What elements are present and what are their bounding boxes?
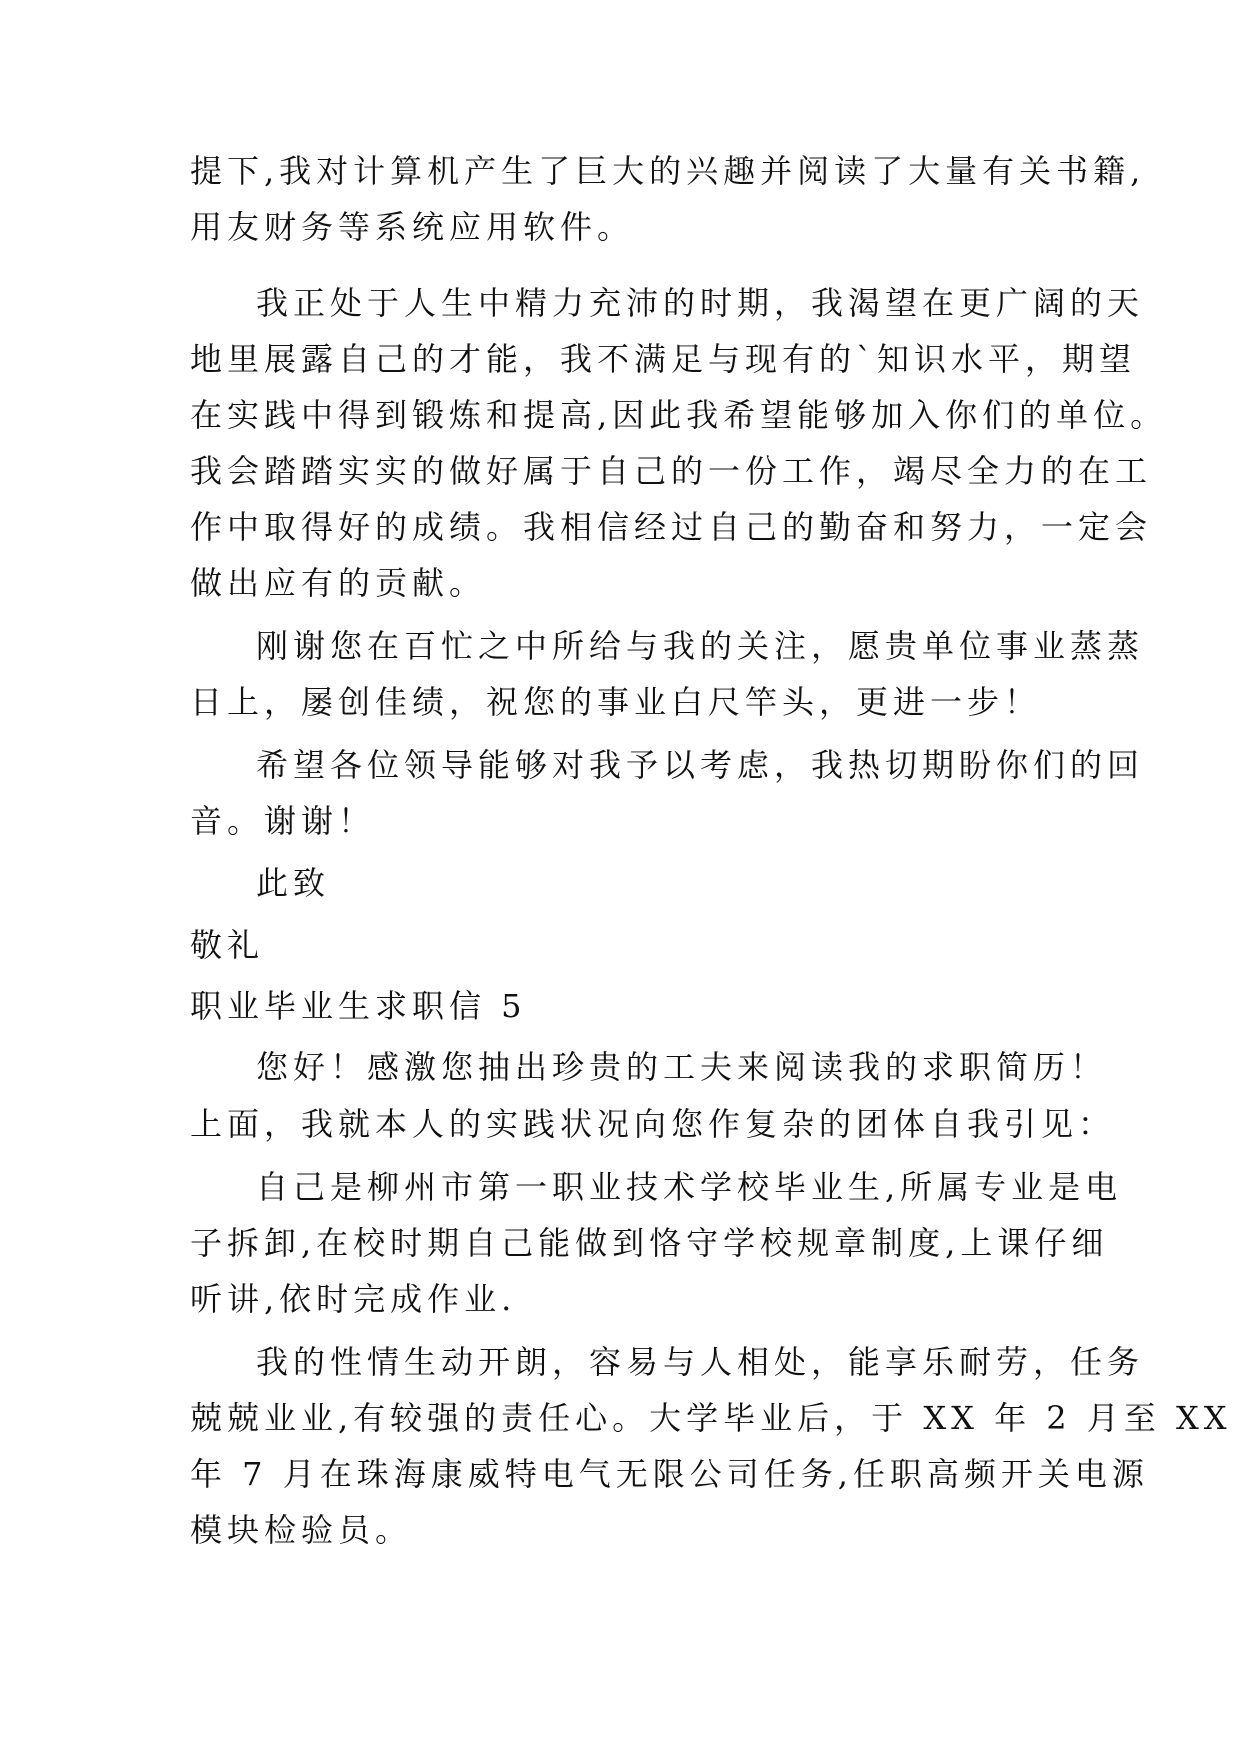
text-line: 做出应有的贡献。 [190,564,487,602]
text-line: 年 7 月在珠海康威特电气无限公司任务,任职高频开关电源 [190,1455,1149,1493]
section-heading: 职业毕业生求职信 5 [190,987,527,1025]
text-line: 模块检验员。 [190,1511,413,1549]
paragraph-first-line: 您好！感激您抽出珍贵的工夫来阅读我的求职简历！ [256,1048,1108,1086]
text-line: 在实践中得到锻炼和提高,因此我希望能够加入你们的单位。 [190,396,1168,434]
text-line: 日上，屡创佳绩，祝您的事业白尺竿头，更进一步！ [190,683,1042,721]
closing-regards: 敬礼 [190,926,265,964]
text-line: 音。谢谢！ [190,802,376,840]
paragraph-first-line: 希望各位领导能够对我予以考虑，我热切期盼你们的回 [256,746,1145,784]
paragraph-first-line: 我的性情生动开朗，容易与人相处，能享乐耐劳，任务 [256,1343,1145,1381]
text-line: 上面，我就本人的实践状况向您作复杂的团体自我引见： [190,1105,1116,1143]
text-line: 用友财务等系统应用软件。 [190,208,635,246]
text-line: 听讲,依时完成作业. [190,1280,517,1318]
closing-salutation: 此致 [256,864,331,902]
text-line: 我会踏踏实实的做好属于自己的一份工作，竭尽全力的在工 [190,452,1153,490]
text-line: 兢兢业业,有较强的责任心。大学毕业后，于 XX 年 2 月至 XX [190,1399,1232,1437]
text-line: 提下,我对计算机产生了巨大的兴趣并阅读了大量有关书籍, [190,152,1146,190]
paragraph-first-line: 自己是柳州市第一职业技术学校毕业生,所属专业是电 [256,1168,1123,1206]
paragraph-first-line: 我正处于人生中精力充沛的时期，我渴望在更广阔的天 [256,284,1145,322]
text-line: 子拆卸,在校时期自己能做到恪守学校规章制度,上课仔细 [190,1224,1109,1262]
text-line: 地里展露自己的才能，我不满足与现有的`知识水平，期望 [190,340,1137,378]
text-line: 作中取得好的成绩。我相信经过自己的勤奋和努力，一定会 [190,508,1153,546]
paragraph-first-line: 刚谢您在百忙之中所给与我的关注，愿贵单位事业蒸蒸 [256,627,1145,665]
